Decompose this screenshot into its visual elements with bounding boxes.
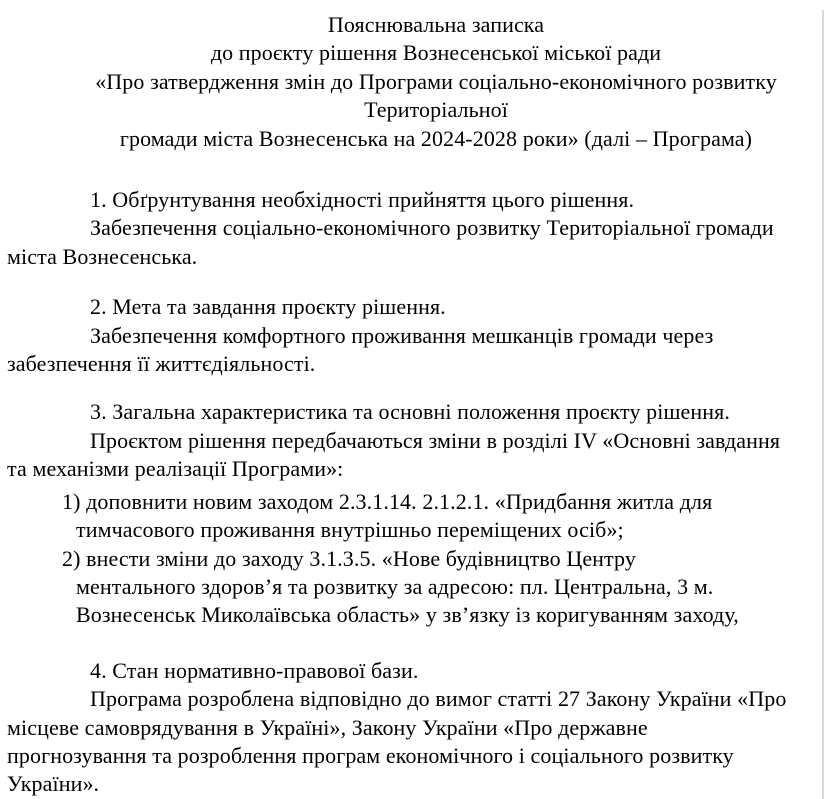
- explanatory-note-text: [7, 11, 810, 799]
- paragraph-gap: [7, 630, 810, 657]
- paragraph-line: місцеве самоврядування в Україні», Закону України «Про державне: [7, 714, 648, 740]
- paragraph-line: Забезпечення комфортного проживання мешканців громади через: [90, 322, 714, 348]
- paragraph-line: України».: [7, 771, 100, 797]
- paragraph-gap: [7, 153, 810, 186]
- paragraph-line: забезпечення її життєдіяльності.: [7, 351, 316, 377]
- paragraph-line: 1. Обґрунтування необхідності прийняття цього рішення.: [90, 187, 635, 213]
- title-line: громади міста Вознесенська на 2024-2028 роки» (далі – Програма): [119, 125, 753, 151]
- paragraph-line: Програма розроблена відповідно до вимог статті 27 Закону України «Про: [90, 686, 787, 712]
- title-line: до проєкту рішення Вознесенської міської ради: [210, 40, 662, 66]
- paragraph-line: Проєктом рішення передбачаються зміни в розділі IV «Основні завдання: [90, 427, 781, 453]
- paragraph-line: прогнозування та розроблення програм економічного і соціального розвитку: [7, 742, 734, 768]
- title-line: «Про затвердження змін до Програми соціально-економічного розвитку: [95, 68, 777, 94]
- title-line: Пояснювальна записка: [327, 12, 545, 37]
- paragraph-line: та механізми реалізації Програми»:: [7, 456, 344, 482]
- page-border-line: [822, 10, 824, 799]
- list-item-line: Вознесенськ Миколаївська область» у зв’язку із коригуванням заходу,: [76, 602, 739, 628]
- list-item-line: ментального здоров’я та розвитку за адресою: пл. Центральна, 3 м.: [76, 573, 714, 599]
- paragraph-line: Забезпечення соціально-економічного розвитку Територіальної громади: [90, 215, 774, 241]
- paragraph-gap: [7, 378, 810, 398]
- paragraph-gap: [7, 271, 810, 293]
- paragraph-line: 4. Стан нормативно-правової бази.: [90, 657, 419, 683]
- list-item-line: 2) внести зміни до заходу 3.1.3.5. «Нове будівництво Центру: [62, 545, 636, 571]
- paragraph-line: 2. Мета та завдання проєкту рішення.: [90, 294, 446, 320]
- list-item-line: 1) доповнити новим заходом 2.3.1.14. 2.1.2.1. «Придбання житла для: [62, 488, 713, 514]
- paragraph-line: 3. Загальна характеристика та основні положення проєкту рішення.: [90, 399, 730, 425]
- title-line: Територіальної: [364, 97, 508, 123]
- list-item-line: тимчасового проживання внутрішньо переміщених осіб»;: [76, 517, 624, 543]
- paragraph-line: міста Вознесенська.: [7, 243, 198, 269]
